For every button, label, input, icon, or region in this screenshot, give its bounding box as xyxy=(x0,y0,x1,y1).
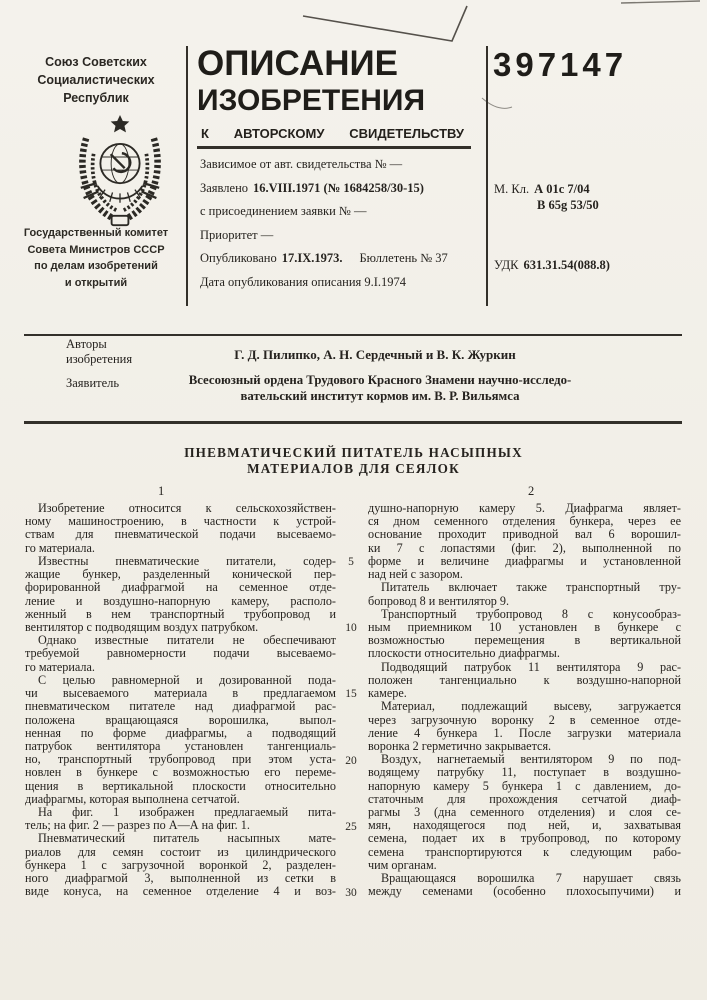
priority-text: Приоритет — xyxy=(200,227,274,242)
body-text-line: тель; на фиг. 2 — разрез по А—А на фиг. 1. xyxy=(25,819,250,833)
body-text-line: ки 7 с лопастями (фиг. 2), выполненной по xyxy=(368,541,681,555)
authors-names: Г. Д. Пилипко, А. Н. Сердечный и В. К. Журкин xyxy=(234,347,516,362)
body-text-line: Воздух, нагнетаемый вентилятором 9 по под- xyxy=(381,753,681,767)
filed-label: Заявлено xyxy=(200,180,249,195)
body-text-line: плоскости относительно диафрагмы. xyxy=(368,647,560,661)
mkl-label: М. Кл. xyxy=(494,182,530,196)
body-text-line: форме и величине диафрагмы и установленной xyxy=(368,554,681,568)
body-text-line: водящему патрубку 11, поступает в воздушно- xyxy=(368,766,681,780)
udk-label: УДК xyxy=(494,258,519,272)
filed-date-number: 16.VIII.1971 (№ 1684258/30-15) xyxy=(253,180,424,195)
document-type-line2: ИЗОБРЕТЕНИЯ xyxy=(197,84,426,117)
body-text-line: камере. xyxy=(368,687,407,701)
line-number: 10 xyxy=(345,622,357,635)
applicant-label: Заявитель xyxy=(66,376,120,390)
filing-info xyxy=(200,157,483,299)
invention-title xyxy=(0,445,707,476)
applicant-name-line: Всесоюзный ордена Трудового Красного Знамени научно-исследо- xyxy=(188,373,572,387)
committee-name-line: Совета Министров СССР xyxy=(27,243,165,256)
ussr-emblem-icon xyxy=(64,110,176,232)
document-type-line1: ОПИСАНИЕ xyxy=(197,44,398,83)
body-text-line: ление и воздушно-напорную камеру, располо- xyxy=(25,594,336,608)
body-text-line: На фиг. 1 изображен предлагаемый пита- xyxy=(38,806,336,820)
union-name-line: Союз Советских xyxy=(45,55,147,69)
udk-value: 631.31.54(088.8) xyxy=(523,258,610,272)
intl-classification xyxy=(494,181,599,213)
invention-title-line: МАТЕРИАЛОВ ДЛЯ СЕЯЛОК xyxy=(247,460,460,476)
body-text-line: ному машиностроению, в частности к устрой- xyxy=(25,515,336,529)
published-date: 17.IX.1973. xyxy=(281,251,343,266)
body-text-line: душно-напорную камеру 5. Диафрагма являет- xyxy=(368,502,681,515)
dependent-certificate-line xyxy=(200,157,483,172)
body-text-line: го материала. xyxy=(25,660,95,674)
published-line xyxy=(200,251,483,266)
body-text-line: щения в вертикальной плоскости относительно xyxy=(25,779,336,793)
body-text-line: виде конуса, на семенное отделение 4 и воз- xyxy=(25,885,336,899)
body-text-line: Однако известные питатели не обеспечивают xyxy=(38,634,336,648)
filed-line xyxy=(200,181,483,196)
body-text-line: напорную камеру 5 бункера 1 с давлением, до- xyxy=(368,779,681,793)
body-text-line: чи высеваемого материала в предлагаемом xyxy=(25,687,336,701)
body-text-line: вентилятор с подводящим воздух патрубком. xyxy=(25,620,259,634)
subtitle-underline xyxy=(197,146,471,149)
applicant-name-line: вательский институт кормов им. В. Р. Вильямса xyxy=(240,388,520,403)
body-text-line: между семенами (особенно плохосыпучими) и xyxy=(368,885,681,899)
union-name-line: Республик xyxy=(63,91,129,105)
body-text-line: возможностью перемещения в вертикальной xyxy=(368,634,681,648)
body-text-line: положен тангенциально к воздушно-напорной xyxy=(368,673,681,687)
body-text-line: диафрагмы, которая выполнена сетчатой. xyxy=(25,792,240,806)
body-text-line: рагмы 3 (дна семенного отделения) и слоя се- xyxy=(368,806,681,820)
body-text-line: Питатель включает также транспортный тру- xyxy=(381,581,681,595)
authors-label-line: Авторы xyxy=(66,337,107,351)
body-text-line: над ней с зазором. xyxy=(368,568,463,582)
vertical-divider-left xyxy=(186,46,188,306)
line-number: 20 xyxy=(345,754,357,767)
body-text-line: чим органам. xyxy=(368,858,437,872)
body-text-line: Вращающаяся ворошилка 7 нарушает связь xyxy=(381,872,681,886)
body-text-line: ненная по форме диафрагмы, а подводящий xyxy=(25,726,336,740)
dependent-certificate-text: Зависимое от авт. свидетельства № — xyxy=(200,157,403,171)
body-text-line: ся дном семенного отделения бункера, через ее xyxy=(368,515,681,529)
body-text-line: ного диафрагмой 3, выполненной из сетки в xyxy=(25,872,336,886)
body-text-line: бункера 1 с загрузочной воронкой 2, разделен- xyxy=(25,858,336,872)
body-text-line: ным приемником 10 установлен в бункере с xyxy=(368,620,681,634)
patent-number: 397147 xyxy=(493,46,628,83)
body-text-line: воронка 2 герметично закрывается. xyxy=(368,739,552,753)
body-text-line: Известны пневматические питатели, содер- xyxy=(38,554,336,568)
published-label: Опубликовано xyxy=(200,251,277,266)
body-text-line: форированной диафрагмой на семенное отде- xyxy=(25,581,336,595)
body-text-line: семена транспортируются к следующим рабо- xyxy=(368,845,681,859)
committee-name xyxy=(14,225,178,291)
body-text-line: положена вращающаяся ворошилка, выпол- xyxy=(25,713,336,727)
body-column-1 xyxy=(25,502,336,899)
body-text-line: риалов для семян состоит из цилиндрического xyxy=(25,845,336,859)
column-number-2: 2 xyxy=(528,484,535,498)
vertical-divider-right xyxy=(486,46,488,306)
committee-name-line: и открытий xyxy=(64,276,128,289)
mkl-code-2: В 65g 53/50 xyxy=(537,198,599,212)
column-number-1: 1 xyxy=(158,484,165,498)
document-subtitle: К АВТОРСКОМУ СВИДЕТЕЛЬСТВУ xyxy=(201,126,464,141)
union-name xyxy=(12,53,180,107)
line-number: 5 xyxy=(348,556,354,569)
body-text-line: но, транспортный трубопровод при этом уста- xyxy=(25,753,336,767)
authors-label xyxy=(66,337,132,367)
body-text-line: ствам для пневматической подачи высеваемо- xyxy=(25,528,336,542)
bulletin-number: Бюллетень № 37 xyxy=(359,251,448,266)
description-publication-text: Дата опубликования описания 9.I.1974 xyxy=(200,274,407,289)
body-text-line: основание проходит приводной вал 6 ворошил- xyxy=(368,528,681,542)
priority-line xyxy=(200,228,483,243)
line-number: 25 xyxy=(345,820,357,833)
body-text-line: статочным для прохождения сетчатой диаф- xyxy=(368,792,681,806)
body-text-line: го материала. xyxy=(25,541,95,555)
joined-application-text: с присоединением заявки № — xyxy=(200,204,367,219)
body-text-line: жащие бункер, разделенный конической пер- xyxy=(25,568,336,582)
body-column-2 xyxy=(368,502,681,899)
body-text-line: Изобретение относится к сельскохозяйствен- xyxy=(38,502,336,515)
line-number: 30 xyxy=(345,886,357,899)
body-text-line: женный в нем транспортный трубопровод и xyxy=(25,607,336,621)
horizontal-rule-title xyxy=(24,421,682,424)
body-text-line: патрубок вентилятора установлен тангенциаль- xyxy=(25,739,336,753)
body-text-line: Подводящий патрубок 11 вентилятора 9 рас- xyxy=(381,660,681,674)
body-text-line: пневматическом питателе над диафрагмой рас- xyxy=(25,700,336,714)
body-text-line: ление 4 бункера 1. После загрузки материала xyxy=(368,726,681,740)
body-text-line: Пневматический питатель насыпных мате- xyxy=(38,832,336,846)
udk-classification xyxy=(494,258,610,273)
body-text-line: через загрузочную воронку 2 в семенное отде- xyxy=(368,713,681,727)
body-text-line: бопровод 8 и вентилятор 9. xyxy=(368,594,510,608)
committee-name-line: Государственный комитет xyxy=(23,227,169,239)
body-text-line: требуемой равномерности подачи высеваемо- xyxy=(25,647,336,661)
horizontal-rule-top xyxy=(24,334,682,336)
body-text-line: мян, находящегося под ней, и, захватывая xyxy=(368,819,681,833)
union-name-line: Социалистических xyxy=(37,73,155,87)
applicant-name xyxy=(150,373,610,404)
line-number: 15 xyxy=(345,688,357,701)
body-text-line: новлен в бункере с возможностью его переме- xyxy=(25,766,336,780)
body-text-line: семена, подает их в трубопровод, по которому xyxy=(368,832,681,846)
committee-name-line: по делам изобретений xyxy=(34,260,158,272)
description-publication-line xyxy=(200,275,483,290)
authors-label-line: изобретения xyxy=(66,352,133,366)
joined-application-line xyxy=(200,204,483,219)
body-text-line: Транспортный трубопровод 8 с конусообраз- xyxy=(381,607,681,621)
body-text-line: Материал, подлежащий высеву, загружается xyxy=(381,700,681,714)
body-text-line: С целью равномерной и дозированной пода- xyxy=(38,673,336,687)
gutter-line-numbers xyxy=(337,502,365,899)
invention-title-line: ПНЕВМАТИЧЕСКИЙ ПИТАТЕЛЬ НАСЫПНЫХ xyxy=(184,445,523,460)
mkl-code-1: А 01с 7/04 xyxy=(534,182,590,196)
